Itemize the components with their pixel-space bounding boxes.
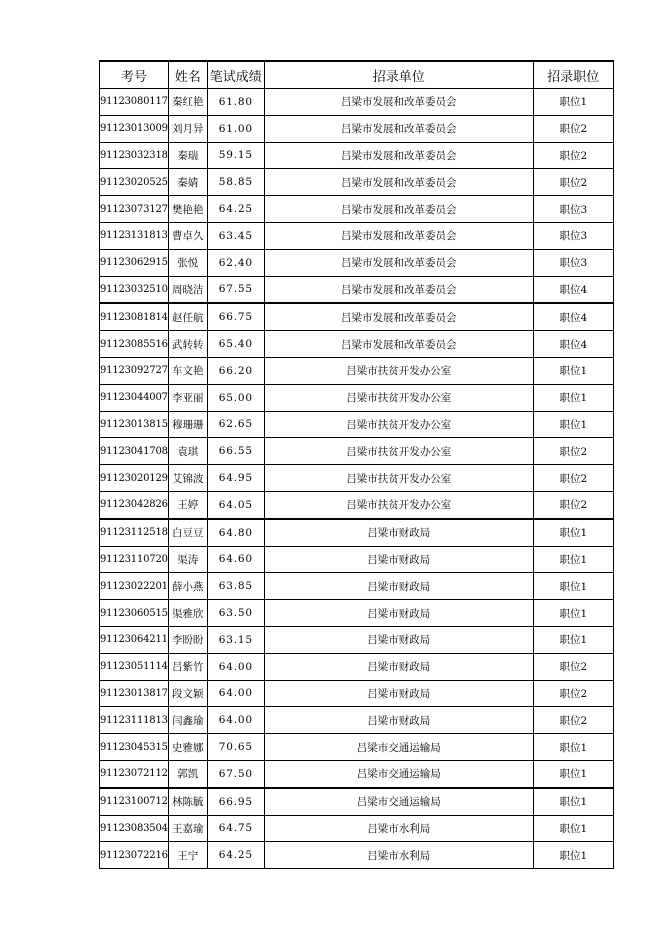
name-cell: 渠雅欣 xyxy=(168,600,207,627)
unit-cell: 吕梁市交通运输局 xyxy=(264,734,533,761)
position-cell: 职位2 xyxy=(533,707,613,734)
unit-cell: 吕梁市财政局 xyxy=(264,573,533,600)
name-cell: 李盼盼 xyxy=(168,626,207,653)
score-cell: 64.25 xyxy=(207,196,264,223)
name-cell: 秦瑞 xyxy=(168,142,207,169)
name-cell: 秦婧 xyxy=(168,169,207,196)
unit-cell: 吕梁市水利局 xyxy=(264,842,533,869)
unit-cell: 吕梁市发展和改革委员会 xyxy=(264,303,533,330)
header-name: 姓名 xyxy=(168,61,207,89)
table-row xyxy=(100,760,614,787)
name-cell: 王宁 xyxy=(168,842,207,869)
exam-id-cell: 91123051114 xyxy=(100,653,169,680)
table-row xyxy=(100,546,614,573)
unit-cell: 吕梁市财政局 xyxy=(264,546,533,573)
header-row xyxy=(100,61,614,89)
position-cell: 职位1 xyxy=(533,89,613,116)
unit-cell: 吕梁市发展和改革委员会 xyxy=(264,169,533,196)
name-cell: 林陈毓 xyxy=(168,788,207,815)
position-cell: 职位1 xyxy=(533,519,613,546)
table-row xyxy=(100,600,614,627)
unit-cell: 吕梁市发展和改革委员会 xyxy=(264,142,533,169)
name-cell: 秦红艳 xyxy=(168,89,207,116)
name-cell: 闫鑫瑜 xyxy=(168,707,207,734)
unit-cell: 吕梁市发展和改革委员会 xyxy=(264,276,533,303)
unit-cell: 吕梁市扶贫开发办公室 xyxy=(264,465,533,492)
results-table xyxy=(99,60,614,869)
unit-cell: 吕梁市扶贫开发办公室 xyxy=(264,438,533,465)
exam-id-cell: 91123013009 xyxy=(100,115,169,142)
position-cell: 职位1 xyxy=(533,573,613,600)
name-cell: 穆珊珊 xyxy=(168,411,207,438)
position-cell: 职位1 xyxy=(533,411,613,438)
unit-cell: 吕梁市扶贫开发办公室 xyxy=(264,384,533,411)
exam-id-cell: 91123045315 xyxy=(100,734,169,761)
score-cell: 61.80 xyxy=(207,89,264,116)
table-row xyxy=(100,411,614,438)
header-position: 招录职位 xyxy=(533,61,613,89)
exam-id-cell: 91123062915 xyxy=(100,249,169,276)
position-cell: 职位2 xyxy=(533,465,613,492)
unit-cell: 吕梁市扶贫开发办公室 xyxy=(264,411,533,438)
position-cell: 职位1 xyxy=(533,788,613,815)
exam-id-cell: 91123013815 xyxy=(100,411,169,438)
unit-cell: 吕梁市财政局 xyxy=(264,680,533,707)
score-cell: 66.55 xyxy=(207,438,264,465)
name-cell: 段文颖 xyxy=(168,680,207,707)
unit-cell: 吕梁市发展和改革委员会 xyxy=(264,89,533,116)
unit-cell: 吕梁市财政局 xyxy=(264,519,533,546)
exam-id-cell: 91123013817 xyxy=(100,680,169,707)
exam-id-cell: 91123131813 xyxy=(100,222,169,249)
exam-id-cell: 91123032510 xyxy=(100,276,169,303)
table-row xyxy=(100,222,614,249)
position-cell: 职位1 xyxy=(533,815,613,842)
header-written-score: 笔试成绩 xyxy=(207,61,264,89)
exam-id-cell: 91123072216 xyxy=(100,842,169,869)
score-cell: 67.50 xyxy=(207,760,264,787)
score-cell: 64.25 xyxy=(207,842,264,869)
exam-id-cell: 91123022201 xyxy=(100,573,169,600)
position-cell: 职位4 xyxy=(533,276,613,303)
exam-id-cell: 91123072112 xyxy=(100,760,169,787)
score-cell: 63.85 xyxy=(207,573,264,600)
score-cell: 64.80 xyxy=(207,519,264,546)
table-row xyxy=(100,384,614,411)
position-cell: 职位1 xyxy=(533,384,613,411)
name-cell: 张悦 xyxy=(168,249,207,276)
position-cell: 职位3 xyxy=(533,196,613,223)
name-cell: 王婷 xyxy=(168,491,207,518)
table-row xyxy=(100,626,614,653)
position-cell: 职位2 xyxy=(533,169,613,196)
unit-cell: 吕梁市发展和改革委员会 xyxy=(264,115,533,142)
exam-id-cell: 91123092727 xyxy=(100,357,169,384)
name-cell: 曹卓久 xyxy=(168,222,207,249)
table-row xyxy=(100,142,614,169)
position-cell: 职位3 xyxy=(533,222,613,249)
position-cell: 职位2 xyxy=(533,142,613,169)
exam-id-cell: 91123081814 xyxy=(100,303,169,330)
table-row xyxy=(100,196,614,223)
table-row xyxy=(100,89,614,116)
unit-cell: 吕梁市扶贫开发办公室 xyxy=(264,357,533,384)
table-row xyxy=(100,249,614,276)
position-cell: 职位2 xyxy=(533,491,613,518)
exam-id-cell: 91123111813 xyxy=(100,707,169,734)
exam-id-cell: 91123085516 xyxy=(100,331,169,358)
exam-id-cell: 91123032318 xyxy=(100,142,169,169)
table-row xyxy=(100,465,614,492)
table-row xyxy=(100,707,614,734)
table-row xyxy=(100,303,614,330)
score-cell: 67.55 xyxy=(207,276,264,303)
name-cell: 艾锦波 xyxy=(168,465,207,492)
name-cell: 车文艳 xyxy=(168,357,207,384)
name-cell: 薛小燕 xyxy=(168,573,207,600)
score-cell: 64.05 xyxy=(207,491,264,518)
unit-cell: 吕梁市交通运输局 xyxy=(264,788,533,815)
table-row xyxy=(100,788,614,815)
score-cell: 62.40 xyxy=(207,249,264,276)
position-cell: 职位1 xyxy=(533,760,613,787)
exam-id-cell: 91123020129 xyxy=(100,465,169,492)
table-row xyxy=(100,331,614,358)
table-row xyxy=(100,357,614,384)
table-row xyxy=(100,815,614,842)
score-cell: 64.60 xyxy=(207,546,264,573)
position-cell: 职位2 xyxy=(533,115,613,142)
exam-id-cell: 91123112518 xyxy=(100,519,169,546)
name-cell: 王嘉瑜 xyxy=(168,815,207,842)
table-row xyxy=(100,653,614,680)
score-cell: 62.65 xyxy=(207,411,264,438)
score-cell: 63.45 xyxy=(207,222,264,249)
table-row xyxy=(100,842,614,869)
score-cell: 64.00 xyxy=(207,707,264,734)
exam-id-cell: 91123083504 xyxy=(100,815,169,842)
name-cell: 周晓洁 xyxy=(168,276,207,303)
position-cell: 职位2 xyxy=(533,653,613,680)
exam-id-cell: 91123100712 xyxy=(100,788,169,815)
score-cell: 66.75 xyxy=(207,303,264,330)
name-cell: 樊艳艳 xyxy=(168,196,207,223)
score-cell: 61.00 xyxy=(207,115,264,142)
exam-id-cell: 91123080117 xyxy=(100,89,169,116)
unit-cell: 吕梁市财政局 xyxy=(264,653,533,680)
position-cell: 职位1 xyxy=(533,734,613,761)
table-row xyxy=(100,491,614,518)
table-row xyxy=(100,573,614,600)
position-cell: 职位2 xyxy=(533,680,613,707)
unit-cell: 吕梁市发展和改革委员会 xyxy=(264,196,533,223)
exam-id-cell: 91123020525 xyxy=(100,169,169,196)
table-row xyxy=(100,680,614,707)
score-cell: 64.95 xyxy=(207,465,264,492)
exam-id-cell: 91123110720 xyxy=(100,546,169,573)
table-row xyxy=(100,734,614,761)
score-cell: 65.00 xyxy=(207,384,264,411)
name-cell: 赵任航 xyxy=(168,303,207,330)
unit-cell: 吕梁市财政局 xyxy=(264,707,533,734)
table-row xyxy=(100,115,614,142)
score-cell: 58.85 xyxy=(207,169,264,196)
name-cell: 渠涛 xyxy=(168,546,207,573)
position-cell: 职位1 xyxy=(533,600,613,627)
score-cell: 64.00 xyxy=(207,653,264,680)
exam-id-cell: 91123041708 xyxy=(100,438,169,465)
unit-cell: 吕梁市交通运输局 xyxy=(264,760,533,787)
position-cell: 职位1 xyxy=(533,357,613,384)
header-recruiting-unit: 招录单位 xyxy=(264,61,533,89)
position-cell: 职位2 xyxy=(533,438,613,465)
name-cell: 吕紫竹 xyxy=(168,653,207,680)
name-cell: 袁琪 xyxy=(168,438,207,465)
position-cell: 职位1 xyxy=(533,842,613,869)
score-cell: 64.00 xyxy=(207,680,264,707)
table-row xyxy=(100,438,614,465)
unit-cell: 吕梁市财政局 xyxy=(264,600,533,627)
unit-cell: 吕梁市发展和改革委员会 xyxy=(264,249,533,276)
name-cell: 史雅娜 xyxy=(168,734,207,761)
score-cell: 66.20 xyxy=(207,357,264,384)
unit-cell: 吕梁市财政局 xyxy=(264,626,533,653)
exam-id-cell: 91123073127 xyxy=(100,196,169,223)
unit-cell: 吕梁市水利局 xyxy=(264,815,533,842)
position-cell: 职位3 xyxy=(533,249,613,276)
table-row xyxy=(100,169,614,196)
score-cell: 64.75 xyxy=(207,815,264,842)
table-row xyxy=(100,276,614,303)
unit-cell: 吕梁市发展和改革委员会 xyxy=(264,222,533,249)
name-cell: 武转转 xyxy=(168,331,207,358)
score-cell: 63.50 xyxy=(207,600,264,627)
score-cell: 63.15 xyxy=(207,626,264,653)
exam-id-cell: 91123060515 xyxy=(100,600,169,627)
position-cell: 职位4 xyxy=(533,303,613,330)
name-cell: 刘月异 xyxy=(168,115,207,142)
position-cell: 职位4 xyxy=(533,331,613,358)
unit-cell: 吕梁市发展和改革委员会 xyxy=(264,331,533,358)
score-cell: 59.15 xyxy=(207,142,264,169)
name-cell: 郭凯 xyxy=(168,760,207,787)
exam-id-cell: 91123044007 xyxy=(100,384,169,411)
score-cell: 70.65 xyxy=(207,734,264,761)
unit-cell: 吕梁市扶贫开发办公室 xyxy=(264,491,533,518)
position-cell: 职位1 xyxy=(533,546,613,573)
score-cell: 65.40 xyxy=(207,331,264,358)
score-cell: 66.95 xyxy=(207,788,264,815)
header-exam-id: 考号 xyxy=(100,61,169,89)
position-cell: 职位1 xyxy=(533,626,613,653)
exam-id-cell: 91123042826 xyxy=(100,491,169,518)
name-cell: 白豆豆 xyxy=(168,519,207,546)
table-row xyxy=(100,519,614,546)
name-cell: 李亚丽 xyxy=(168,384,207,411)
exam-id-cell: 91123064211 xyxy=(100,626,169,653)
